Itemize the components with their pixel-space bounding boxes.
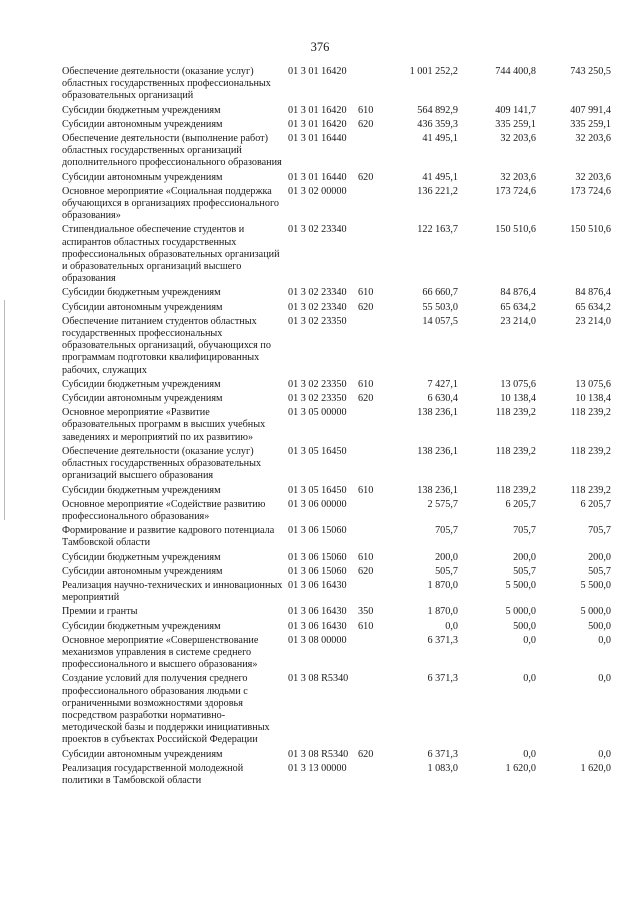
- row-expense-type: 610: [358, 551, 374, 563]
- row-value-1: 564 892,9: [417, 104, 458, 116]
- row-value-2: 335 259,1: [495, 118, 536, 130]
- row-expense-type: 620: [358, 301, 374, 313]
- table-row: [62, 285, 611, 299]
- row-expense-type: 620: [358, 565, 374, 577]
- row-value-1: 6 371,3: [427, 673, 458, 685]
- row-name: Субсидии бюджетным учреждениям: [62, 104, 221, 116]
- row-value-2: 173 724,6: [495, 185, 536, 197]
- row-value-1: 138 236,1: [417, 445, 458, 457]
- row-name: Субсидии бюджетным учреждениям: [62, 620, 221, 632]
- row-name: Обеспечение деятельности (оказание услуг) областных государственных образовательных организаций высшего образования: [62, 445, 262, 482]
- table-row: [62, 564, 611, 578]
- table-row: [62, 761, 611, 787]
- row-value-1: 705,7: [435, 525, 458, 537]
- row-value-2: 5 500,0: [505, 579, 536, 591]
- row-value-2: 32 203,6: [500, 171, 536, 183]
- row-expense-type: 610: [358, 378, 374, 390]
- row-expense-type: 620: [358, 393, 374, 405]
- table-row: [62, 405, 611, 444]
- row-code: 01 3 02 23340: [288, 224, 347, 236]
- row-value-3: 84 876,4: [575, 287, 611, 299]
- row-code: 01 3 01 16420: [288, 104, 347, 116]
- row-value-2: 500,0: [513, 620, 536, 632]
- row-value-1: 0,0: [445, 620, 458, 632]
- table-row: [62, 300, 611, 314]
- row-code: 01 3 05 00000: [288, 407, 347, 419]
- row-value-3: 1 620,0: [580, 762, 611, 774]
- row-value-1: 6 371,3: [427, 634, 458, 646]
- table-row: [62, 377, 611, 391]
- row-expense-type: [358, 633, 382, 672]
- row-value-3: 173 724,6: [570, 185, 611, 197]
- row-value-3: 500,0: [588, 620, 611, 632]
- row-value-3: 150 510,6: [570, 224, 611, 236]
- row-expense-type: [358, 444, 382, 483]
- row-expense-type: 610: [358, 620, 374, 632]
- row-code: 01 3 02 23350: [288, 393, 347, 405]
- row-name: Обеспечение питанием студентов областных государственных профессиональных образовательных организаций, обучающихся по программам подготовки квалифицированных рабочих, служащих: [62, 315, 271, 376]
- row-value-3: 200,0: [588, 551, 611, 563]
- row-value-3: 13 075,6: [575, 378, 611, 390]
- row-value-1: 41 495,1: [422, 133, 458, 145]
- row-expense-type: [358, 497, 382, 523]
- row-name: Обеспечение деятельности (оказание услуг) областных государственных профессиональных образовательных организаций: [62, 66, 271, 102]
- table-row: [62, 578, 611, 604]
- row-value-2: 744 400,8: [495, 66, 536, 77]
- row-code: 01 3 02 23350: [288, 378, 347, 390]
- row-value-2: 409 141,7: [495, 104, 536, 116]
- row-value-3: 407 991,4: [570, 104, 611, 116]
- row-name: Субсидии бюджетным учреждениям: [62, 378, 221, 390]
- row-code: 01 3 13 00000: [288, 762, 347, 774]
- row-value-3: 5 500,0: [580, 579, 611, 591]
- row-code: 01 3 02 00000: [288, 185, 347, 197]
- row-expense-type: [358, 131, 382, 170]
- table-row: [62, 222, 611, 285]
- table-row: [62, 633, 611, 672]
- table-row: [62, 523, 611, 549]
- table-row: [62, 184, 611, 223]
- row-code: 01 3 06 00000: [288, 498, 347, 510]
- row-value-3: 705,7: [588, 525, 611, 537]
- row-value-2: 10 138,4: [500, 393, 536, 405]
- page-number: 376: [310, 40, 330, 54]
- row-name: Обеспечение деятельности (выполнение работ) областных государственных организаций дополнительного профессионального образования: [62, 133, 282, 169]
- table-row: [62, 497, 611, 523]
- row-expense-type: [358, 578, 382, 604]
- row-code: 01 3 06 16430: [288, 620, 347, 632]
- row-code: 01 3 08 00000: [288, 634, 347, 646]
- row-code: 01 3 05 16450: [288, 445, 347, 457]
- row-value-3: 118 239,2: [570, 484, 611, 496]
- row-name: Основное мероприятие «Содействие развитию профессионального образования»: [62, 498, 266, 522]
- row-value-3: 0,0: [598, 748, 611, 760]
- row-name: Основное мероприятие «Развитие образовательных программ в высших учебных заведениях и мероприятий по их развитию»: [62, 407, 266, 443]
- row-code: 01 3 01 16420: [288, 118, 347, 130]
- row-expense-type: [358, 184, 382, 223]
- row-value-3: 65 634,2: [575, 301, 611, 313]
- row-value-2: 6 205,7: [505, 498, 536, 510]
- row-value-2: 505,7: [513, 565, 536, 577]
- row-code: 01 3 02 23340: [288, 287, 347, 299]
- row-value-1: 66 660,7: [422, 287, 458, 299]
- row-value-2: 0,0: [523, 634, 536, 646]
- row-expense-type: [358, 523, 382, 549]
- row-value-1: 6 371,3: [427, 748, 458, 760]
- row-code: 01 3 06 15060: [288, 525, 347, 537]
- row-name: Субсидии автономным учреждениям: [62, 565, 223, 577]
- budget-table: [62, 66, 611, 787]
- row-code: 01 3 01 16440: [288, 171, 347, 183]
- row-value-1: 505,7: [435, 565, 458, 577]
- row-expense-type: 350: [358, 606, 374, 618]
- row-expense-type: [358, 761, 382, 787]
- table-row: [62, 117, 611, 131]
- row-name: Премии и гранты: [62, 606, 138, 618]
- table-row: [62, 671, 611, 746]
- table-row: [62, 444, 611, 483]
- row-code: 01 3 06 15060: [288, 565, 347, 577]
- row-value-3: 10 138,4: [575, 393, 611, 405]
- row-code: 01 3 01 16420: [288, 66, 347, 77]
- row-value-2: 118 239,2: [495, 445, 536, 457]
- row-code: 01 3 01 16440: [288, 133, 347, 145]
- row-name: Субсидии автономным учреждениям: [62, 118, 223, 130]
- row-value-2: 118 239,2: [495, 407, 536, 419]
- table-row: [62, 391, 611, 405]
- row-value-2: 5 000,0: [505, 606, 536, 618]
- row-value-3: 505,7: [588, 565, 611, 577]
- row-value-1: 1 870,0: [427, 579, 458, 591]
- row-code: 01 3 05 16450: [288, 484, 347, 496]
- row-value-1: 200,0: [435, 551, 458, 563]
- row-name: Субсидии бюджетным учреждениям: [62, 287, 221, 299]
- table-row: [62, 103, 611, 117]
- row-value-3: 23 214,0: [575, 315, 611, 327]
- row-name: Основное мероприятие «Совершенствование механизмов управления в системе среднего профессионального и высшего образования»: [62, 634, 259, 671]
- row-value-2: 0,0: [523, 673, 536, 685]
- row-value-3: 118 239,2: [570, 407, 611, 419]
- row-value-1: 138 236,1: [417, 484, 458, 496]
- table-row: [62, 619, 611, 633]
- row-value-1: 14 057,5: [422, 315, 458, 327]
- row-value-3: 335 259,1: [570, 118, 611, 130]
- row-expense-type: 620: [358, 748, 374, 760]
- row-value-3: 0,0: [598, 634, 611, 646]
- row-value-1: 1 083,0: [427, 762, 458, 774]
- row-expense-type: 610: [358, 287, 374, 299]
- row-value-3: 0,0: [598, 673, 611, 685]
- row-value-1: 6 630,4: [427, 393, 458, 405]
- table-row: [62, 747, 611, 761]
- table-row: [62, 66, 611, 103]
- table-row: [62, 483, 611, 497]
- row-expense-type: 610: [358, 104, 374, 116]
- row-value-1: 122 163,7: [417, 224, 458, 236]
- row-value-1: 1 001 252,2: [409, 66, 458, 77]
- row-name: Формирование и развитие кадрового потенциала Тамбовской области: [62, 525, 275, 549]
- table-row: [62, 550, 611, 564]
- row-code: 01 3 06 16430: [288, 579, 347, 591]
- row-value-1: 436 359,3: [417, 118, 458, 130]
- row-expense-type: [358, 314, 382, 377]
- row-code: 01 3 02 23340: [288, 301, 347, 313]
- row-value-1: 138 236,1: [417, 407, 458, 419]
- table-row: [62, 170, 611, 184]
- row-value-2: 150 510,6: [495, 224, 536, 236]
- row-expense-type: [358, 671, 382, 746]
- row-value-1: 136 221,2: [417, 185, 458, 197]
- row-value-1: 41 495,1: [422, 171, 458, 183]
- row-value-2: 1 620,0: [505, 762, 536, 774]
- row-expense-type: 620: [358, 171, 374, 183]
- row-value-2: 65 634,2: [500, 301, 536, 313]
- row-code: 01 3 02 23350: [288, 315, 347, 327]
- row-value-1: 55 503,0: [422, 301, 458, 313]
- row-expense-type: [358, 66, 382, 103]
- row-code: 01 3 06 15060: [288, 551, 347, 563]
- row-name: Субсидии бюджетным учреждениям: [62, 551, 221, 563]
- row-code: 01 3 08 R5340: [288, 748, 349, 760]
- row-name: Реализация научно-технических и инновационных мероприятий: [62, 579, 283, 604]
- row-code: 01 3 06 16430: [288, 606, 347, 618]
- row-value-3: 32 203,6: [575, 133, 611, 145]
- row-name: Основное мероприятие «Социальная поддержка обучающихся в организациях профессионального образования»: [62, 185, 279, 222]
- row-name: Субсидии автономным учреждениям: [62, 171, 223, 183]
- row-value-2: 23 214,0: [500, 315, 536, 327]
- row-value-3: 118 239,2: [570, 445, 611, 457]
- row-value-2: 200,0: [513, 551, 536, 563]
- table-row: [62, 314, 611, 377]
- row-value-3: 5 000,0: [580, 606, 611, 618]
- row-value-1: 7 427,1: [427, 378, 458, 390]
- margin-mark: [4, 300, 5, 520]
- row-name: Стипендиальное обеспечение студентов и аспирантов областных государственных профессиональных образовательных организаций и образовательных организаций высшего образования: [62, 224, 280, 285]
- row-name: Создание условий для получения среднего профессионального образования людьми с ограниченными возможностями здоровья посредством разработки нормативно-методической базы и поддержки инициативных проектов в субъектах Российской Федерации: [62, 673, 270, 746]
- row-value-2: 32 203,6: [500, 133, 536, 145]
- row-name: Реализация государственной молодежной политики в Тамбовской области: [62, 762, 244, 786]
- row-expense-type: [358, 405, 382, 444]
- row-expense-type: 610: [358, 484, 374, 496]
- row-value-1: 2 575,7: [427, 498, 458, 510]
- row-expense-type: [358, 222, 382, 285]
- row-value-3: 6 205,7: [580, 498, 611, 510]
- row-value-2: 13 075,6: [500, 378, 536, 390]
- row-value-2: 118 239,2: [495, 484, 536, 496]
- row-name: Субсидии автономным учреждениям: [62, 393, 223, 405]
- row-value-2: 84 876,4: [500, 287, 536, 299]
- row-value-2: 705,7: [513, 525, 536, 537]
- row-value-3: 743 250,5: [570, 66, 611, 77]
- row-value-2: 0,0: [523, 748, 536, 760]
- row-name: Субсидии автономным учреждениям: [62, 301, 223, 313]
- row-value-3: 32 203,6: [575, 171, 611, 183]
- row-code: 01 3 08 R5340: [288, 673, 349, 685]
- row-name: Субсидии бюджетным учреждениям: [62, 484, 221, 496]
- table-row: [62, 131, 611, 170]
- row-expense-type: 620: [358, 118, 374, 130]
- row-name: Субсидии автономным учреждениям: [62, 748, 223, 760]
- row-value-1: 1 870,0: [427, 606, 458, 618]
- table-row: [62, 604, 611, 618]
